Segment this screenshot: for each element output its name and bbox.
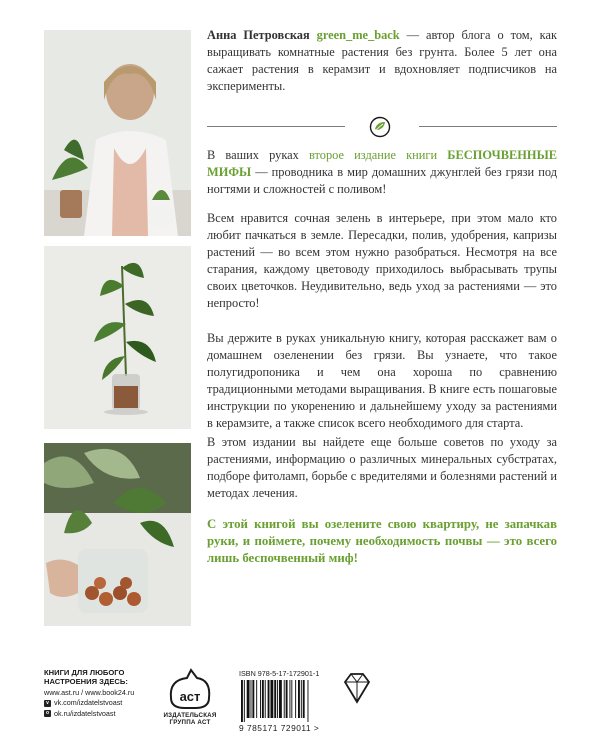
barcode-bar xyxy=(265,680,266,718)
closing-statement: С этой книгой вы озелените свою квартиру, не запачкав руки, и поймете, почему необходимость почвы — это всего лишь беспочвенный миф! xyxy=(207,517,557,565)
footer-link-ok-text: ok.ru/izdatelstvoast xyxy=(54,708,116,718)
barcode-bar xyxy=(277,680,278,718)
monstera-in-glass-photo xyxy=(44,443,191,626)
barcode-bar xyxy=(291,680,292,718)
ast-logo-icon xyxy=(165,668,215,712)
barcode-bar xyxy=(286,680,288,718)
isbn-number: ISBN 978-5-17-172901-1 xyxy=(239,669,320,678)
author-handle: green_me_back xyxy=(316,28,400,42)
barcode-bar xyxy=(284,680,285,718)
barcode-bar xyxy=(303,680,305,718)
paragraph-greenery: Всем нравится сочная зелень в интерьере, при этом мало кто любит пачкаться в земле. Пересадки, полив, удобрения, капризы растений — во всем этом нужно разобраться. Несмотря на все старания, каждому цветоводу приходилось выбрасывать трупы своих цветочков. Неудивительно, ведь уход за растениями — это непросто! xyxy=(207,211,557,310)
barcode-bar xyxy=(270,680,273,718)
barcode-bar xyxy=(301,680,302,718)
barcode-bar xyxy=(256,680,257,718)
vk-icon: v xyxy=(44,700,51,707)
ast-logo-text: аст xyxy=(179,689,201,704)
barcode-bar xyxy=(268,680,270,718)
plant-in-jar-photo xyxy=(44,246,191,429)
footer-link-ok[interactable] xyxy=(44,709,134,719)
barcode-bar xyxy=(252,680,254,718)
author-photo xyxy=(44,30,191,236)
author-bio xyxy=(207,27,557,95)
barcode-bar xyxy=(298,680,300,718)
paragraph-this-edition: В этом издании вы найдете еще больше советов по уходу за растениями, информацию о различных минеральных субстратах, подборе фитоламп, борьбе с вредителями и болезнями растений и методах лечения. xyxy=(207,435,557,500)
divider-line-right xyxy=(419,126,557,127)
divider-line-left xyxy=(207,126,345,127)
barcode-bar xyxy=(247,680,250,718)
author-bio-text: — автор блога о том, как выращивать комнатные растения без грунта. Более 5 лет она сажает растения в керамзит и вдохновляет подписчиков на эксперименты. xyxy=(207,28,557,93)
section-divider xyxy=(207,116,557,138)
barcode-bar xyxy=(289,680,290,718)
isbn-barcode xyxy=(239,670,341,733)
barcode-bar xyxy=(295,680,296,718)
footer-link-websites-text: www.ast.ru / www.book24.ru xyxy=(44,688,135,697)
book-title: БЕСПОЧВЕННЫЕ МИФЫ xyxy=(207,148,557,179)
footer-link-vk[interactable] xyxy=(44,698,134,708)
footer-link-websites[interactable] xyxy=(44,688,134,698)
footer-link-vk-text: vk.com/izdatelstvoast xyxy=(54,698,123,708)
leaf-emblem-icon xyxy=(369,116,391,138)
paragraph-edition xyxy=(207,147,557,198)
publisher-caption: ИЗДАТЕЛЬСКАЯ ГРУППА АСТ xyxy=(163,712,217,726)
paragraph-edition-lead: В ваших руках xyxy=(207,148,309,162)
barcode-bar xyxy=(251,680,252,718)
barcode-bar xyxy=(274,680,276,718)
footer-links xyxy=(44,688,134,719)
barcode-bar xyxy=(262,680,264,718)
ok-icon: o xyxy=(45,710,50,717)
paragraph-unique-book: Вы держите в руках уникальную книгу, которая расскажет вам о домашнем озеленении без грязи. Вы узнаете, что такое полугидропоника и чем она хороша по сравнению традиционными методами выращивания. В книге есть пошаговые инструкции по укоренению и дальнейшему уходу за растениями в керамзите, а также список всего необходимого для старта. xyxy=(207,331,557,430)
barcode-bar xyxy=(244,680,245,722)
age-rating-badge-icon xyxy=(343,672,371,704)
paragraph-edition-highlight: второе издание книги xyxy=(308,148,448,162)
author-name: Анна Петровская xyxy=(207,28,310,42)
barcode-bar xyxy=(241,680,243,722)
publisher-logo xyxy=(159,668,221,738)
barcode-bars xyxy=(239,680,339,722)
barcode-bar xyxy=(260,680,261,718)
barcode-bar xyxy=(279,680,282,718)
barcode-digits: 9 785171 729011 > xyxy=(239,723,320,733)
footer-tagline: КНИГИ ДЛЯ ЛЮБОГО НАСТРОЕНИЯ ЗДЕСЬ: xyxy=(44,668,128,686)
paragraph-edition-rest: — проводника в мир домашних джунглей без грязи под ногтями и сложностей с поливом! xyxy=(207,165,557,196)
barcode-bar xyxy=(308,680,309,722)
